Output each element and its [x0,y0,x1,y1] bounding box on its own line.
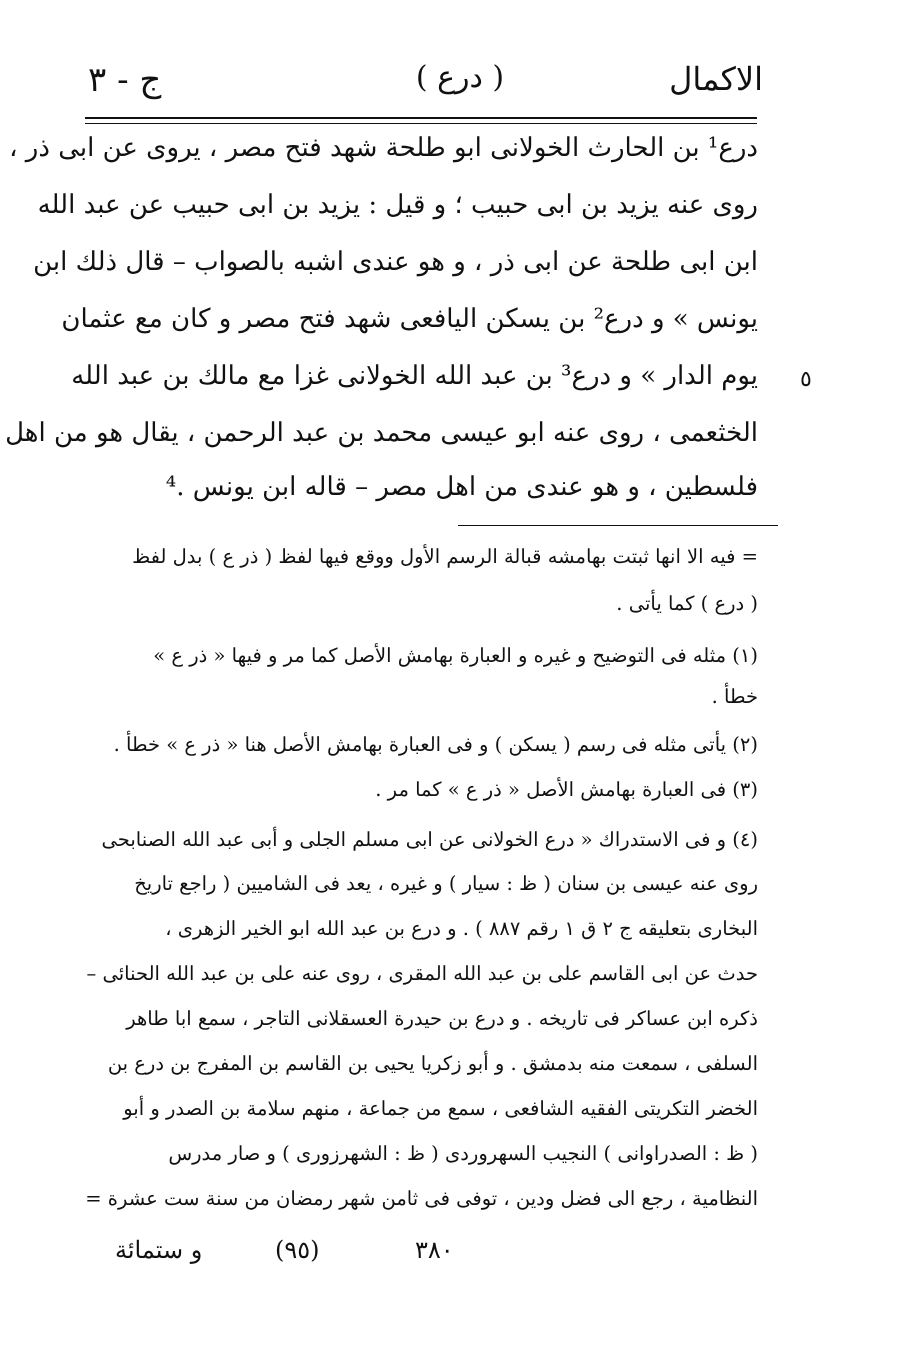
main-text-line: الخثعمی ، روی عنه ابو عيسى محمد بن عبد الرحمن ، يقال هو من اهل [5,418,758,448]
footer-folio: (٩٥) [275,1236,320,1264]
main-text-line: فلسطين ، و هو عندی من اهل مصر – قاله ابن يونس .⁴ [165,472,758,502]
main-text-line: ابن ابی طلحة عن ابی ذر ، و هو عندی اشبه بالصواب – قال ذلك ابن [33,247,758,277]
footnote-line: السلفی ، سمعت منه بدمشق . و أبو زكريا يحيى بن القاسم بن المفرج بن درع بن [107,1052,758,1075]
footnote-line: (٤) و فی الاستدراك « درع الخولانی عن ابی مسلم الجلی و أبی عبد الله الصنابحی [101,828,758,851]
footnote-line: حدث عن ابی القاسم علی بن عبد الله المقری ، روی عنه علی بن عبد الله الحنائی – [86,962,758,985]
main-text-line: روی عنه يزيد بن ابی حبيب ؛ و قيل : يزيد بن ابی حبيب عن عبد الله [37,190,758,220]
header-entry: ( درع ) [415,60,505,95]
footnote-line: ذكره ابن عساكر فی تاريخه . و درع بن حيدرة العسقلانی التاجر ، سمع ابا طاهر [126,1007,758,1030]
main-text-line: درع¹ بن الحارث الخولانی ابو طلحة شهد فتح مصر ، يروی عن ابی ذر ، [9,133,758,163]
header-book-title: الاكمال [669,60,763,98]
footnote-line: الخضر التكريتی الفقيه الشافعی ، سمع من جماعة ، منهم سلامة بن الصدر و أبو [123,1097,758,1120]
footnote-line: ( درع ) كما يأتی . [616,592,758,615]
footnote-line: (٢) يأتی مثله فی رسم ( يسكن ) و فی العبارة بهامش الأصل هنا « ذر ع » خطأ . [113,733,758,756]
footnote-line: روی عنه عيسى بن سنان ( ظ : سيار ) و غيره ، يعد فی الشاميين ( راجع تاريخ [134,872,758,895]
header-rule-thin [85,123,757,124]
main-text-line: يونس » و درع² بن يسكن اليافعی شهد فتح مصر و كان مع عثمان [61,304,758,334]
footnote-line: (٣) فی العبارة بهامش الأصل « ذر ع » كما مر . [375,778,758,801]
header-rule-thick [85,117,757,119]
footnote-line: البخاری بتعليقه ج ٢ ق ١ رقم ٨٨٧ ) . و درع بن عبد الله ابو الخير الزهری ، [165,917,758,940]
footnote-line: = فيه الا انها ثبتت بهامشه قبالة الرسم الأول ووقع فيها لفظ ( ذر ع ) بدل لفظ [132,545,758,568]
footer-continuation: و ستمائة [115,1236,203,1264]
header-volume: ج - ٣ [88,60,162,100]
footer-page-number: ٣٨٠ [415,1236,454,1264]
footnote-line: النظامية ، رجع الى فضل ودين ، توفی فی ثامن شهر رمضان من سنة ست عشرة = [85,1187,758,1210]
footnote-line: ( ظ : الصدراوانی ) النجيب السهروردی ( ظ : الشهرزوری ) و صار مدرس [168,1142,758,1165]
footnote-line: (١) مثله فی التوضيح و غيره و العبارة بهامش الأصل كما مر و فيها « ذر ع » [153,644,758,667]
main-text-line: يوم الدار » و درع³ بن عبد الله الخولانی غزا مع مالك بن عبد الله [71,361,758,391]
footnote-line: خطأ . [711,685,758,708]
line-marker: ٥ [800,367,812,392]
footnote-rule [458,525,778,526]
